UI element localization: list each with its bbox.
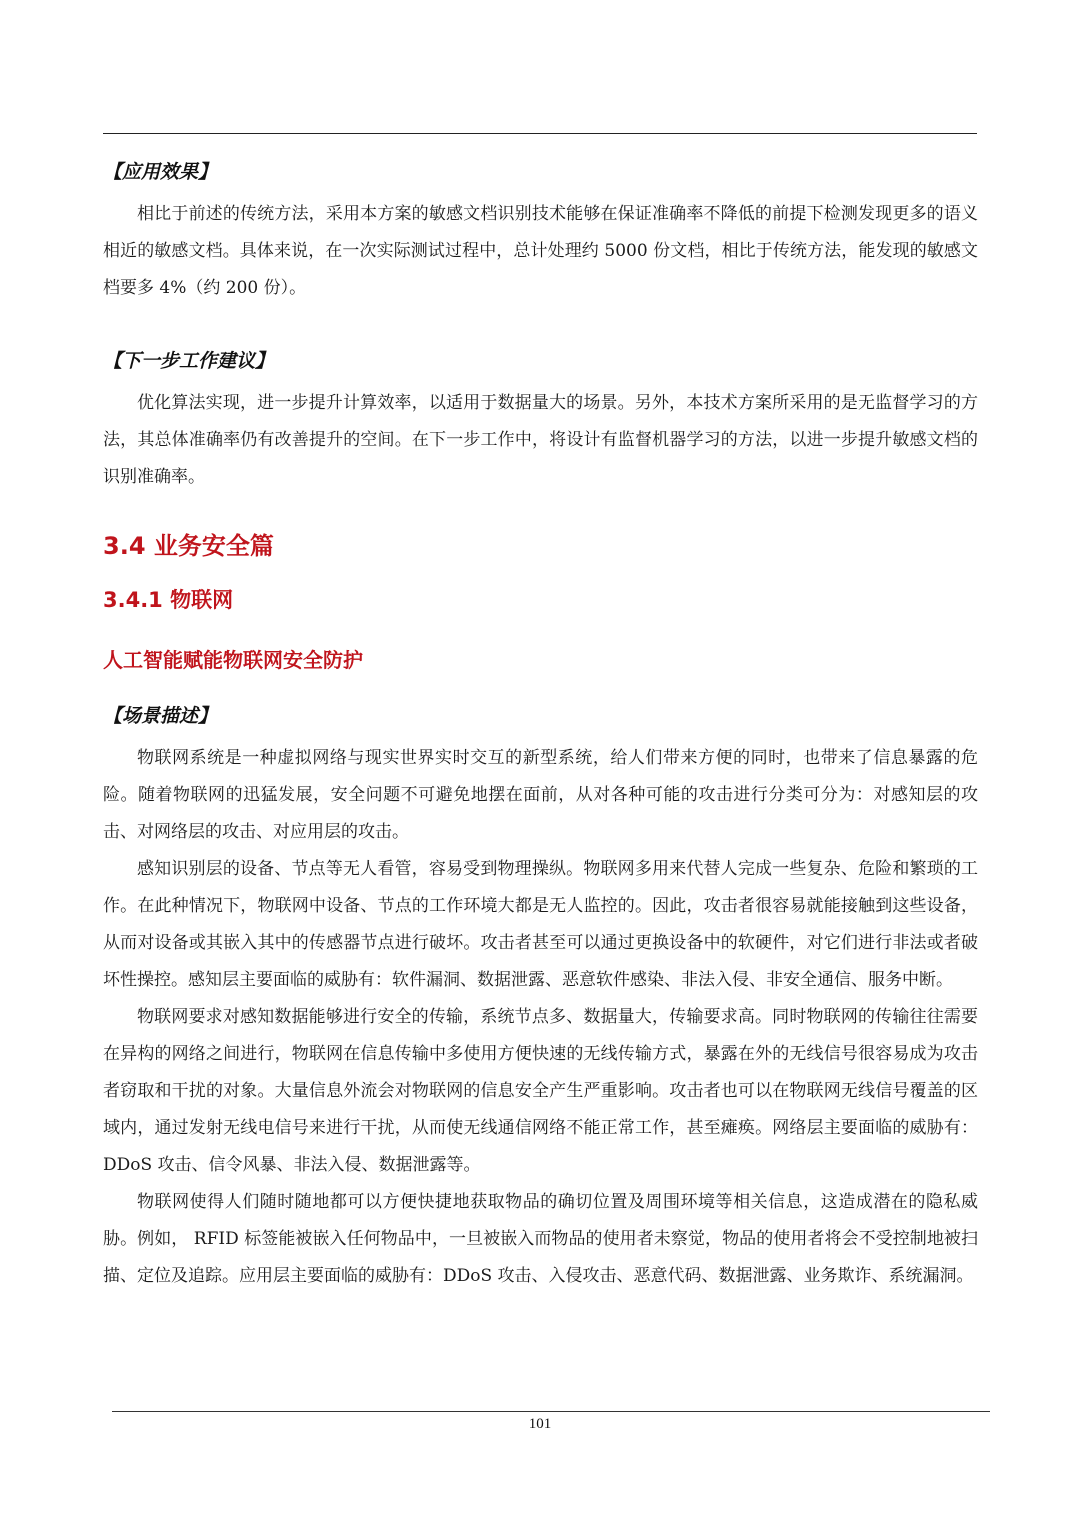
scenario-paragraph-1: 物联网系统是一种虚拟网络与现实世界实时交互的新型系统，给人们带来方便的同时，也带来了信息暴露的危险。随着物联网的迅猛发展，安全问题不可避免地摆在面前，从对各种可能的攻击进行分类可分为：对感知层的攻击、对网络层的攻击、对应用层的攻击。 [103, 748, 978, 842]
section-title: 3.4 业务安全篇 [103, 532, 274, 560]
subsection-title: 3.4.1 物联网 [103, 588, 234, 612]
topic-title: 人工智能赋能物联网安全防护 [103, 648, 363, 672]
effect-paragraph: 相比于前述的传统方法，采用本方案的敏感文档识别技术能够在保证准确率不降低的前提下检测发现更多的语义相近的敏感文档。具体来说，在一次实际测试过程中，总计处理约 5000 份文档，相比于传统方法，能发现的敏感文档要多 4%（约 200 份）。 [103, 204, 978, 298]
scenario-heading: 【场景描述】 [103, 705, 218, 727]
scenario-paragraph-2: 感知识别层的设备、节点等无人看管，容易受到物理操纵。物联网多用来代替人完成一些复杂、危险和繁琐的工作。在此种情况下，物联网中设备、节点的工作环境大都是无人监控的。因此，攻击者很容易就能接触到这些设备，从而对设备或其嵌入其中的传感器节点进行破坏。攻击者甚至可以通过更换设备中的软硬件，对它们进行非法或者破坏性操控。感知层主要面临的威胁有：软件漏洞、数据泄露、恶意软件感染、非法入侵、非安全通信、服务中断。 [103, 859, 978, 990]
scenario-paragraph-3: 物联网要求对感知数据能够进行安全的传输，系统节点多、数据量大，传输要求高。同时物联网的传输往往需要在异构的网络之间进行，物联网在信息传输中多使用方便快速的无线传输方式，暴露在外的无线信号很容易成为攻击者窃取和干扰的对象。大量信息外流会对物联网的信息安全产生严重影响。攻击者也可以在物联网无线信号覆盖的区域内，通过发射无线电信号来进行干扰，从而使无线通信网络不能正常工作，甚至瘫痪。网络层主要面临的威胁有：DDoS 攻击、信令风暴、非法入侵、数据泄露等。 [103, 1007, 978, 1175]
page-content [103, 152, 978, 1295]
next-steps-paragraph: 优化算法实现，进一步提升计算效率，以适用于数据量大的场景。另外，本技术方案所采用的是无监督学习的方法，其总体准确率仍有改善提升的空间。在下一步工作中，将设计有监督机器学习的方法，以进一步提升敏感文档的识别准确率。 [103, 393, 978, 487]
next-steps-heading: 【下一步工作建议】 [103, 350, 275, 372]
page-number: 101 [528, 1416, 552, 1432]
scenario-paragraph-4: 物联网使得人们随时随地都可以方便快捷地获取物品的确切位置及周围环境等相关信息，这造成潜在的隐私威胁。例如， RFID 标签能被嵌入任何物品中，一旦被嵌入而物品的使用者未察觉，物品的使用者将会不受控制地被扫描、定位及追踪。应用层主要面临的威胁有：DDoS 攻击、入侵攻击、恶意代码、数据泄露、业务欺诈、系统漏洞。 [103, 1192, 978, 1286]
header-rule [103, 133, 977, 134]
footer-rule [112, 1411, 990, 1412]
effect-heading: 【应用效果】 [103, 161, 218, 183]
